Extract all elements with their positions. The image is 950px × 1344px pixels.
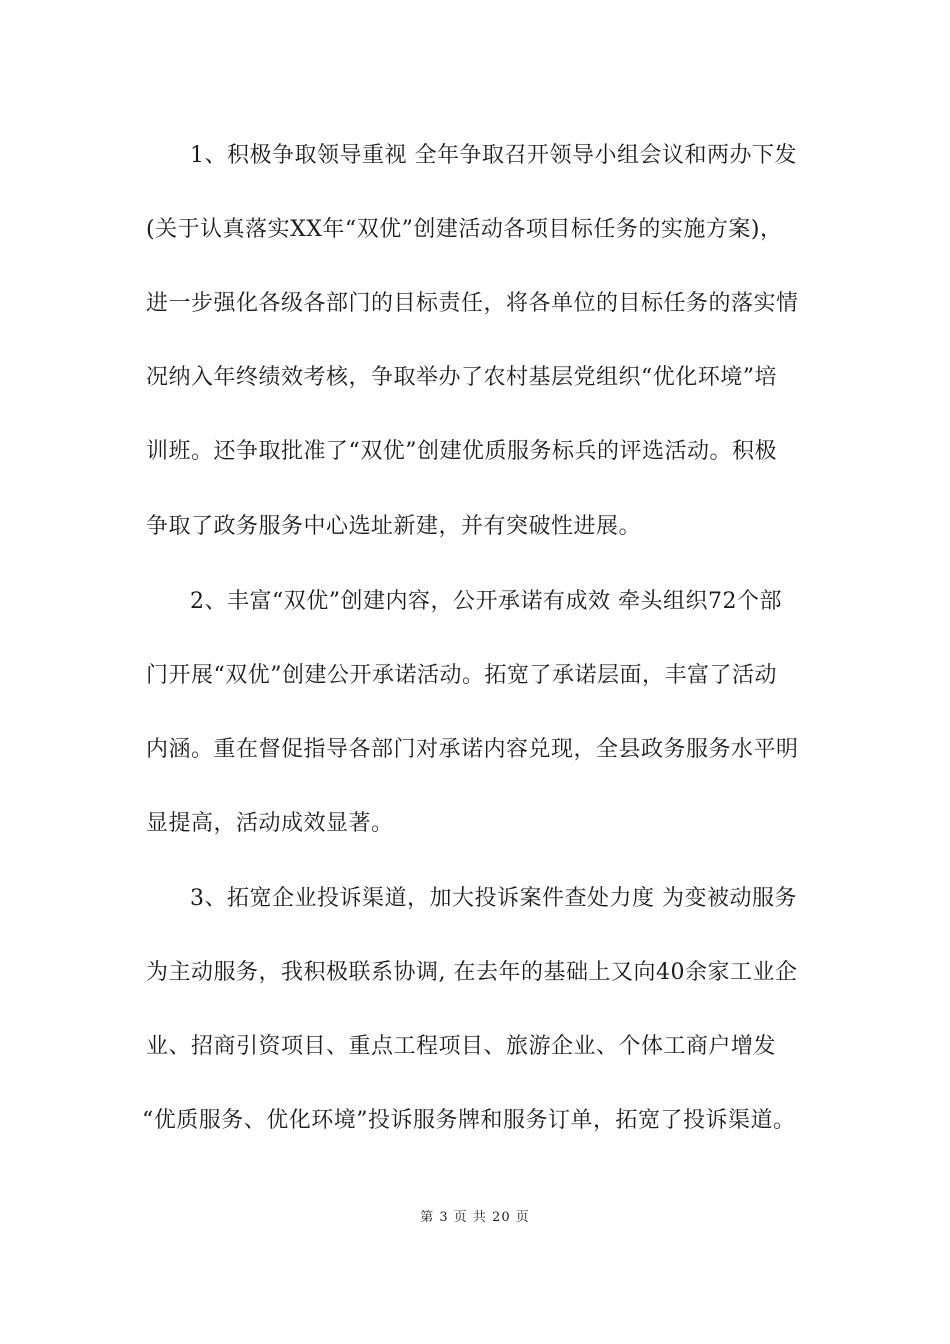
text-line: 显提高，活动成效显著。	[146, 811, 394, 836]
text-line: 进一步强化各级各部门的目标责任，将各单位的目标任务的落实情	[146, 291, 799, 316]
text-line: 训班。还争取批准了“双优”创建优质服务标兵的评选活动。积极	[146, 439, 777, 464]
text-line: “优质服务、优化环境”投诉服务牌和服务订单，拓宽了投诉渠道。	[142, 1108, 796, 1133]
text-line: 门开展“双优”创建公开承诺活动。拓宽了承诺层面，丰富了活动	[146, 663, 777, 688]
text-line: 2、丰富“双优”创建内容，公开承诺有成效 牵头组织72个部	[190, 589, 782, 614]
page-number-footer: 第 3 页 共 20 页	[420, 1210, 530, 1225]
text-line: 内涵。重在督促指导各部门对承诺内容兑现，全县政务服务水平明	[146, 737, 799, 762]
text-line: 为主动服务，我积极联系协调, 在去年的基础上又向40余家工业企	[146, 960, 798, 985]
text-line: (关于认真落实XX年“双优”创建活动各项目标任务的实施方案)，	[146, 217, 783, 242]
text-line: 况纳入年终绩效考核，争取举办了农村基层党组织“优化环境”培	[146, 365, 777, 390]
text-line: 业、招商引资项目、重点工程项目、旅游企业、个体工商户增发	[146, 1034, 777, 1059]
text-line: 3、拓宽企业投诉渠道，加大投诉案件查处力度 为变被动服务	[190, 886, 797, 911]
text-line: 争取了政务服务中心选址新建，并有突破性进展。	[146, 514, 642, 539]
text-line: 1、积极争取领导重视 全年争取召开领导小组会议和两办下发	[190, 143, 797, 168]
